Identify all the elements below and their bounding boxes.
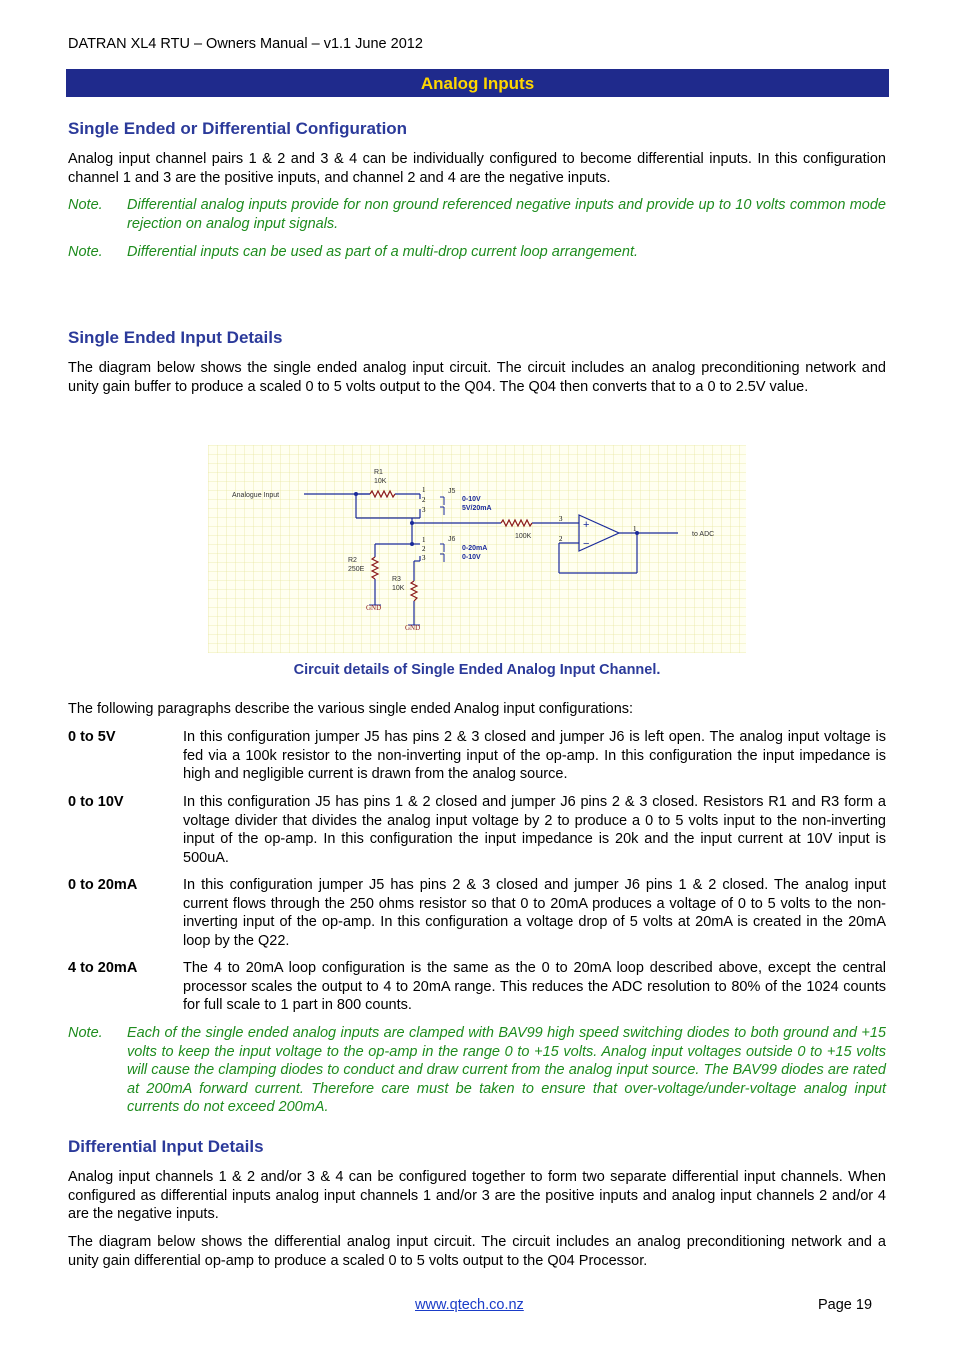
note-common-mode [68,196,886,233]
j6-pin-2: 2 [422,545,426,553]
opamp-pin-1: 1 [633,525,637,533]
label-r3-value: 10K [392,585,405,592]
figure-caption: Circuit details of Single Ended Analog Input Channel. [293,662,661,678]
config-item [68,876,886,950]
label-r1-value: 10K [374,478,387,485]
banner-title: Analog Inputs [420,74,535,93]
heading-single-ended: Single Ended Input Details [68,328,283,347]
label-to-adc: to ADC [692,531,715,538]
opamp-pin-3: 3 [559,515,563,523]
heading-differential: Differential Input Details [68,1137,264,1156]
label-r1-name: R1 [374,469,383,476]
opamp-pin-2: 2 [559,535,563,543]
label-r3-name: R3 [392,576,401,583]
single-ended-circuit-diagram [208,445,746,653]
label-j6-opt1: 0-20mA [462,545,488,552]
para-channel-pairs: Analog input channel pairs 1 & 2 and 3 & 4 can be individually configured to become differential inputs. In this configuration channel 1 and 3 are the positive inputs, and channel 2 and 4 are the negative inputs. [68,151,886,186]
label-j5-opt2: 5V/20mA [462,505,492,512]
note-text: Each of the single ended analog inputs are clamped with BAV99 high speed switching diodes to both ground and +15 volts to keep the input voltage to the op-amp in the range 0 to +15 volts. Analog input voltages outside 0 to +15 volts will cause the clamping diodes to conduct and draw current from the analog input source. The BAV99 diodes are rated at 200mA forward current. Therefore care must be taken to ensure that over-voltage/under-voltage analog input currents do not exceed 200mA. [127,1025,886,1115]
para-single-ended-circuit: The diagram below shows the single ended analog input circuit. The circuit includes an analog preconditioning network and unity gain buffer to produce a scaled 0 to 5 volts output to the Q04. The Q04 then converts that to a 0 to 2.5V value. [68,360,886,395]
label-j6-name: J6 [448,536,456,543]
j6-pin-3: 3 [422,554,426,562]
label-r2-name: R2 [348,557,357,564]
config-term: 0 to 5V [68,729,116,745]
config-term: 0 to 20mA [68,877,138,893]
note-label: Note. [68,197,103,213]
config-desc: In this configuration jumper J5 has pins 2 & 3 closed and jumper J6 pins 1 & 2 closed. The analog input current flows through the 250 ohms resistor so that 0 to 20mA produces a voltage of 0 to 5 volts to the non-inverting input of the op-amp. In this configuration a voltage drop of 5 volts at 20mA is created in the 20mA loop by the Q22. [183,877,886,949]
label-analogue-input: Analogue Input [232,492,280,499]
config-term: 0 to 10V [68,794,124,810]
j5-pin-1: 1 [422,486,426,494]
note-bav99-clamping [68,1024,886,1117]
config-term: 4 to 20mA [68,960,138,976]
j6-pin-1: 1 [422,536,426,544]
note-multidrop [68,243,886,262]
footer-website-link[interactable]: www.qtech.co.nz [415,1297,524,1313]
j5-pin-2: 2 [422,496,426,504]
heading-single-or-differential: Single Ended or Differential Configuration [68,119,408,138]
para-differential-circuit: The diagram below shows the differential analog input circuit. The circuit includes an analog preconditioning network and a unity gain differential op-amp to produce a scaled 0 to 5 volts output to the Q04 Processor. [68,1234,886,1269]
label-100k: 100K [515,533,532,540]
opamp-minus: − [583,538,590,550]
note-text: Differential analog inputs provide for non ground referenced negative inputs and provide up to 10 volts common mode rejection on analog input signals. [127,197,886,232]
opamp-plus: + [583,519,590,531]
label-gnd-r2: GND [366,604,382,612]
document-header: DATRAN XL4 RTU – Owners Manual – v1.1 June 2012 [68,36,423,52]
note-label: Note. [68,1025,103,1041]
label-r2-value: 250E [348,566,365,573]
config-desc: In this configuration J5 has pins 1 & 2 closed and jumper J6 pins 2 & 3 closed. Resistors R1 and R3 form a voltage divider that divides the analog input voltage by 2 to produce a 0 to 5 volts input to the non-inverting input of the op-amp. In this configuration the input impedance is 20k and the input current at 10V input is 500uA. [183,794,886,866]
note-text: Differential inputs can be used as part of a multi-drop current loop arrangement. [127,244,638,260]
config-item [68,793,886,867]
section-banner [66,69,889,97]
j5-pin-3: 3 [422,506,426,514]
note-label: Note. [68,244,103,260]
label-j6-opt2: 0-10V [462,554,481,561]
label-j5-name: J5 [448,488,456,495]
para-differential-channels: Analog input channels 1 & 2 and/or 3 & 4 can be configured together to form two separate differential input channels. When configured as differential inputs analog input channels 1 and/or 3 are the positive inputs and analog input channels 2 and/or 4 are the negative inputs. [68,1169,886,1222]
page-number: Page 19 [818,1297,873,1313]
config-item [68,959,886,1015]
config-desc: The 4 to 20mA loop configuration is the same as the 0 to 20mA loop described above, except the central processor scales the output to 4 to 20mA range. This reduces the ADC resolution to 80% of the 1024 counts for full scale to 1 part in 800 counts. [183,960,886,1013]
label-gnd-r3: GND [405,624,421,632]
config-desc: In this configuration jumper J5 has pins 2 & 3 closed and jumper J6 is left open. The analog input voltage is fed via a 100k resistor to the non-inverting input of the op-amp. In this configuration the input impedance is high and negligible current is drawn from the analog source. [183,729,886,782]
config-item [68,728,886,784]
label-j5-opt1: 0-10V [462,496,481,503]
para-configurations-intro: The following paragraphs describe the various single ended Analog input configurations: [68,701,634,717]
